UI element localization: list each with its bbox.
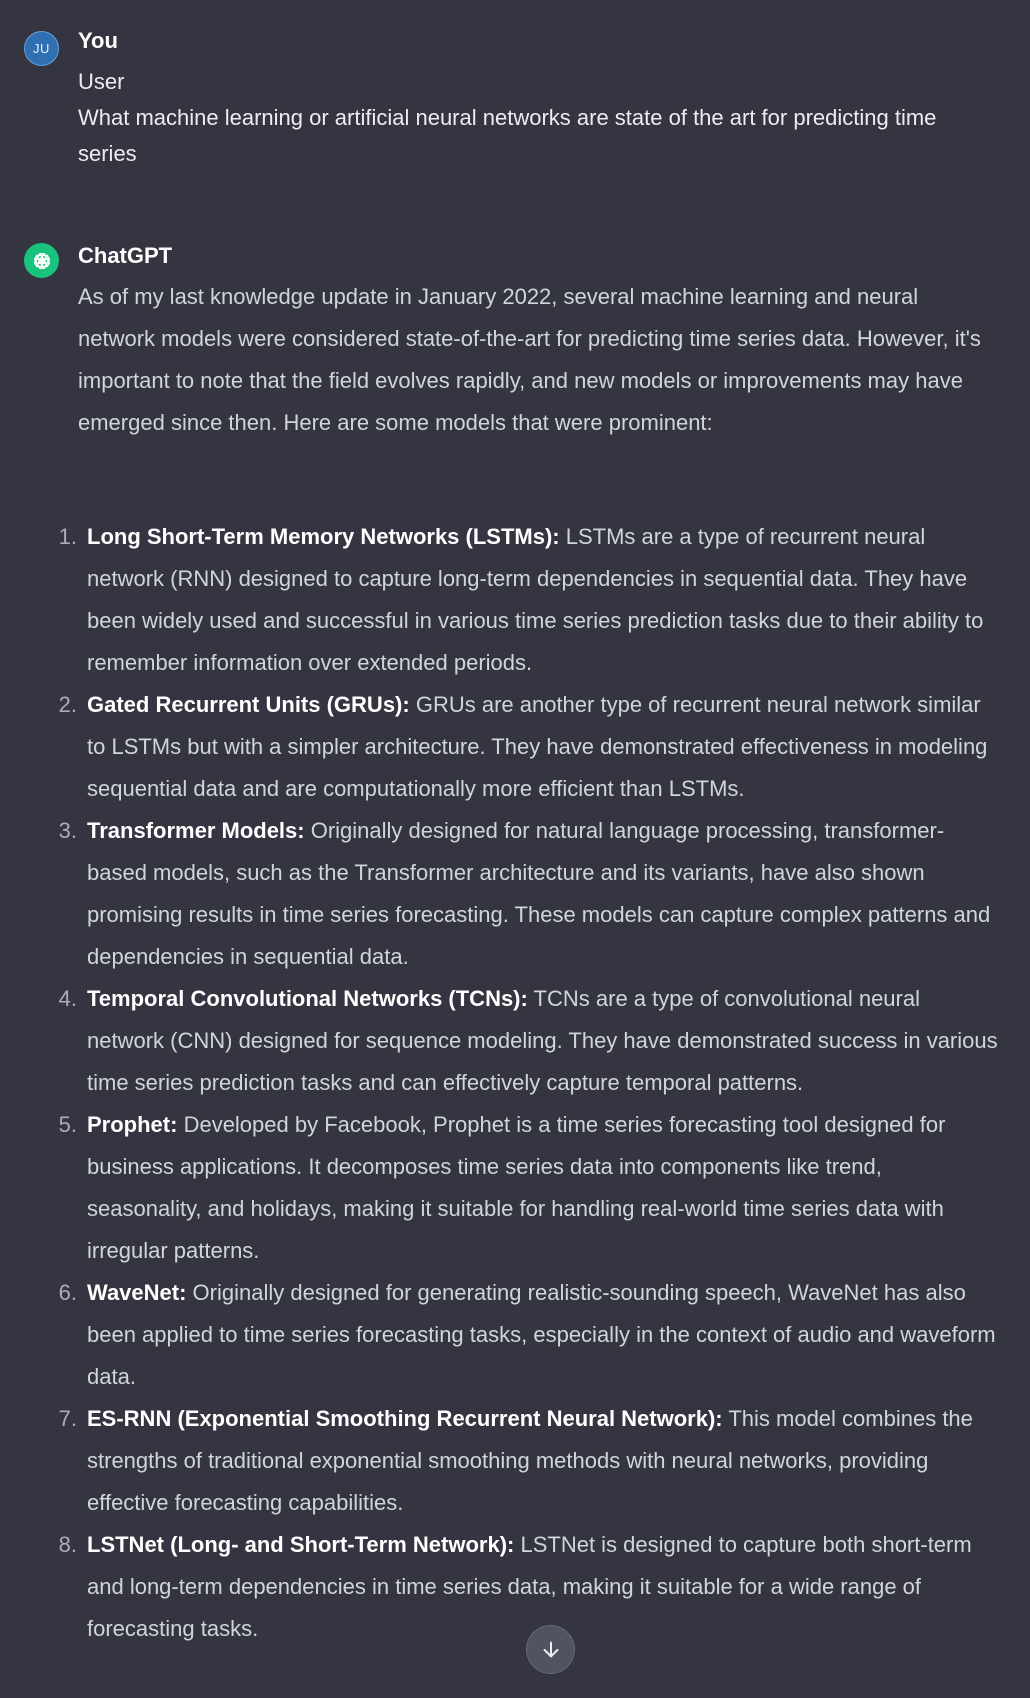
list-item-text: TCNs are a type of convolutional neural network (CNN) designed for sequence modeling. They have demonstrated success in various time series prediction tasks and can effectively capture temporal patterns. <box>87 986 998 1095</box>
list-item-number: 4. <box>58 986 77 1011</box>
model-list <box>0 516 1030 1650</box>
list-item-number: 3. <box>58 818 77 843</box>
list-item <box>0 978 1030 1104</box>
list-item <box>0 684 1030 810</box>
list-item-text: Originally designed for natural language processing, transformer-based models, such as the Transformer architecture and its variants, have also shown promising results in time series forecasting. These models can capture complex patterns and dependencies in sequential data. <box>87 818 991 969</box>
list-item-term: ES-RNN (Exponential Smoothing Recurrent Neural Network): <box>87 1406 723 1431</box>
scroll-to-bottom-button[interactable] <box>526 1625 575 1674</box>
list-item <box>0 1398 1030 1524</box>
list-item <box>0 516 1030 684</box>
list-item-term: Prophet: <box>87 1112 178 1137</box>
list-item-text: GRUs are another type of recurrent neural network similar to LSTMs but with a simpler architecture. They have demonstrated effectiveness in modeling sequential data and are computationally more efficient than LSTMs. <box>87 692 988 801</box>
list-item <box>0 810 1030 978</box>
assistant-intro-paragraph: As of my last knowledge update in January 2022, several machine learning and neural network models were considered state-of-the-art for predicting time series data. However, it's important to note that the field evolves rapidly, and new models or improvements may have emerged since then. Here are some models that were prominent: <box>78 284 981 435</box>
list-item <box>0 1272 1030 1398</box>
list-item-text: LSTMs are a type of recurrent neural network (RNN) designed to capture long-term dependencies in sequential data. They have been widely used and successful in various time series prediction tasks due to their ability to remember information over extended periods. <box>87 524 984 675</box>
list-item-text: Originally designed for generating realistic-sounding speech, WaveNet has also been applied to time series forecasting tasks, especially in the context of audio and waveform data. <box>87 1280 996 1389</box>
user-message-line: User <box>78 69 125 94</box>
list-item-term: Temporal Convolutional Networks (TCNs): <box>87 986 528 1011</box>
list-item-number: 6. <box>58 1280 77 1305</box>
list-item-term: Transformer Models: <box>87 818 305 843</box>
openai-logo-icon <box>24 243 59 278</box>
list-item-number: 8. <box>58 1532 77 1557</box>
list-item <box>0 1104 1030 1272</box>
list-item-term: Long Short-Term Memory Networks (LSTMs): <box>87 524 560 549</box>
list-item-number: 5. <box>58 1112 77 1137</box>
list-item-text: Developed by Facebook, Prophet is a time series forecasting tool designed for business applications. It decomposes time series data into components like trend, seasonality, and holidays, making it suitable for handling real-world time series data with irregular patterns. <box>87 1112 946 1263</box>
user-message-text <box>78 64 978 172</box>
assistant-author-name: ChatGPT <box>78 243 173 268</box>
user-avatar-initials: JU <box>33 41 50 56</box>
user-message-line: What machine learning or artificial neural networks are state of the art for predicting time series <box>78 105 937 166</box>
list-item <box>0 1524 1030 1650</box>
list-item-text: LSTNet is designed to capture both short-term and long-term dependencies in time series data, making it suitable for a wide range of forecasting tasks. <box>87 1532 972 1641</box>
user-avatar <box>24 31 59 66</box>
list-item-text: This model combines the strengths of traditional exponential smoothing methods with neural networks, providing effective forecasting capabilities. <box>87 1406 973 1515</box>
list-item-number: 2. <box>58 692 77 717</box>
arrow-down-icon <box>540 1639 562 1661</box>
list-item-term: LSTNet (Long- and Short-Term Network): <box>87 1532 515 1557</box>
list-item-number: 1. <box>58 524 77 549</box>
list-item-term: Gated Recurrent Units (GRUs): <box>87 692 410 717</box>
list-item-number: 7. <box>58 1406 77 1431</box>
user-author-name: You <box>78 28 118 53</box>
list-item-term: WaveNet: <box>87 1280 187 1305</box>
